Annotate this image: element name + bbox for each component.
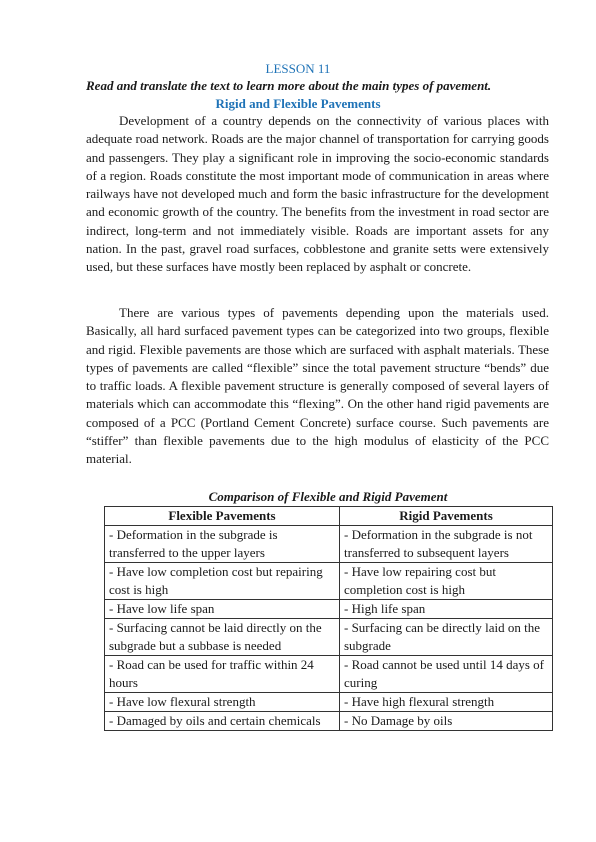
cell-flexible: - Damaged by oils and certain chemicals bbox=[105, 712, 340, 731]
cell-flexible: - Have low completion cost but repairing cost is high bbox=[105, 563, 340, 600]
table-row bbox=[105, 563, 553, 600]
paragraph-1: Development of a country depends on the connectivity of various places with adequate road network. Roads are the major channel of transportation for carrying goods and passengers. They play a significant role in improving the socio-economic standards of a region. Roads constitute the most important mode of communication in areas where railways have not developed much and form the basic infrastructure for the development and economic growth of the country. The benefits from the investment in road sector are indirect, long-term and not immediately visible. Roads are important assets for any nation. In the past, gravel road surfaces, cobblestone and granite setts were extensively used, but these surfaces have mostly been replaced by asphalt or concrete. bbox=[86, 113, 549, 275]
table-row bbox=[105, 619, 553, 656]
comparison-table bbox=[104, 506, 553, 731]
page-title: Rigid and Flexible Pavements bbox=[215, 96, 381, 111]
header-flexible: Flexible Pavements bbox=[105, 507, 340, 526]
instruction: Read and translate the text to learn more about the main types of pavement. bbox=[86, 78, 492, 93]
cell-rigid: - Deformation in the subgrade is not transferred to subsequent layers bbox=[340, 526, 553, 563]
header-rigid: Rigid Pavements bbox=[340, 507, 553, 526]
cell-rigid: - No Damage by oils bbox=[340, 712, 553, 731]
cell-flexible: - Have low life span bbox=[105, 600, 340, 619]
table-row bbox=[105, 600, 553, 619]
cell-rigid: - Road cannot be used until 14 days of curing bbox=[340, 656, 553, 693]
cell-flexible: - Have low flexural strength bbox=[105, 693, 340, 712]
cell-rigid: - Surfacing can be directly laid on the subgrade bbox=[340, 619, 553, 656]
cell-flexible: - Surfacing cannot be laid directly on the subgrade but a subbase is needed bbox=[105, 619, 340, 656]
table-row bbox=[105, 526, 553, 563]
table-row bbox=[105, 693, 553, 712]
paragraph-2: There are various types of pavements depending upon the materials used. Basically, all hard surfaced pavement types can be categorized into two groups, flexible and rigid. Flexible pavements are those which are surfaced with asphalt materials. These types of pavements are called “flexible” since the total pavement structure “bends” due to traffic loads. A flexible pavement structure is generally composed of several layers of materials which can accommodate this “flexing”. On the other hand rigid pavements are composed of a PCC (Portland Cement Concrete) surface course. Such pavements are “stiffer” than flexible pavements due to the high modulus of elasticity of the PCC material. bbox=[86, 305, 549, 467]
cell-flexible: - Deformation in the subgrade is transferred to the upper layers bbox=[105, 526, 340, 563]
table-header-row bbox=[105, 507, 553, 526]
table-row bbox=[105, 656, 553, 693]
cell-rigid: - High life span bbox=[340, 600, 553, 619]
cell-rigid: - Have low repairing cost but completion cost is high bbox=[340, 563, 553, 600]
lesson-number: LESSON 11 bbox=[265, 61, 331, 76]
table-row bbox=[105, 712, 553, 731]
table-caption: Comparison of Flexible and Rigid Pavement bbox=[208, 489, 448, 504]
cell-rigid: - Have high flexural strength bbox=[340, 693, 553, 712]
cell-flexible: - Road can be used for traffic within 24 hours bbox=[105, 656, 340, 693]
